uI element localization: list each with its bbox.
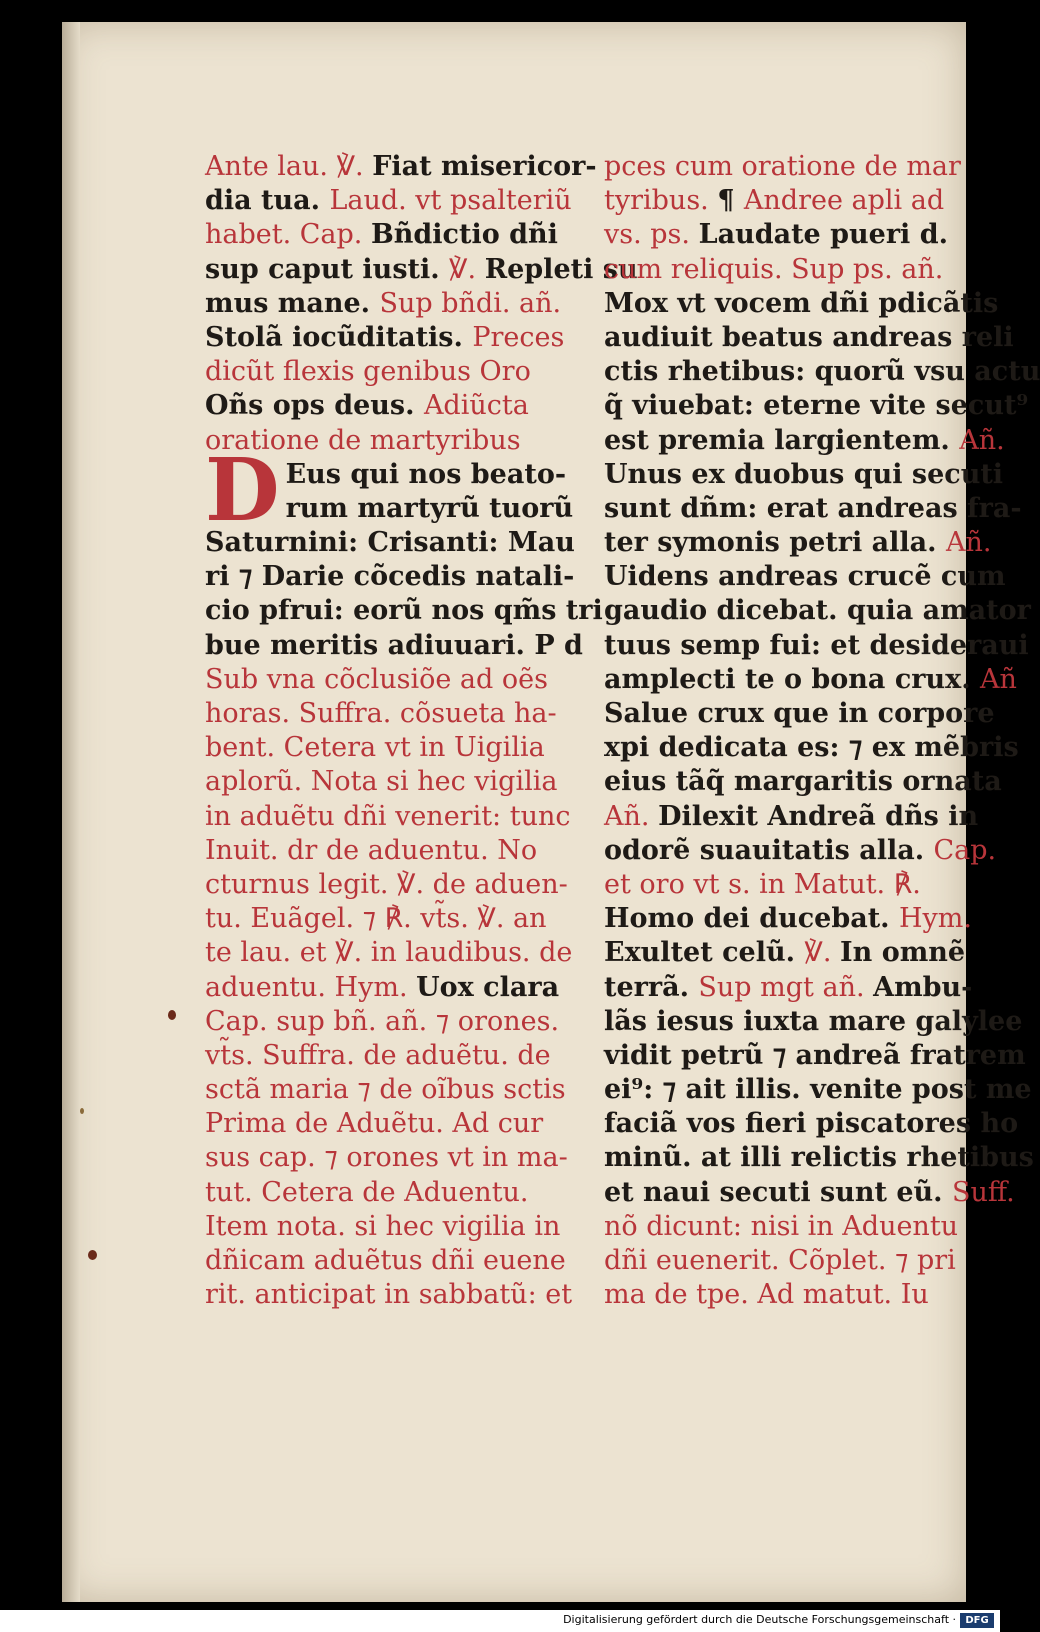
rubric-text: Preces: [472, 321, 565, 353]
rubric-text: Sup mgt añ.: [698, 971, 874, 1003]
text-line: [604, 1107, 1019, 1141]
text-line: [604, 560, 1006, 594]
text-line: [604, 1244, 989, 1278]
text-line: [604, 458, 1004, 492]
text-line: [205, 731, 590, 765]
text-run: Uidens andreas crucẽ cum: [604, 561, 1006, 593]
rubric-text: Cap. sup bñ. añ. ⁊ orones.: [205, 1005, 560, 1037]
rubric-text: te lau. et ℣. in laudibus. de: [205, 937, 573, 969]
text-line: [205, 526, 590, 560]
text-run: Ambu-: [873, 971, 973, 1003]
text-line: [205, 1005, 590, 1039]
text-line: [205, 971, 590, 1005]
rubric-text: Añ.: [604, 800, 659, 832]
rubric-text: horas. Suffra. cõsueta ha-: [205, 698, 557, 729]
text-run: sup caput iusti.: [205, 253, 450, 285]
text-line: [205, 560, 590, 594]
text-line: [604, 184, 989, 218]
rubric-text: nõ dicunt: nisi in Aduentu: [604, 1210, 959, 1242]
rubric-text: cturnus legit. ℣. de aduen-: [205, 868, 568, 900]
rubric-text: tu. Euãgel. ⁊ ℟. vt̃s. ℣. an: [205, 903, 547, 935]
text-line: [205, 663, 590, 697]
rubric-text: Laud. vt psalteriũ: [329, 185, 572, 217]
text-line: [604, 663, 1017, 697]
ink-stain: [88, 1250, 97, 1260]
text-line: [604, 424, 1005, 458]
text-line: [604, 1039, 1026, 1073]
text-run: Saturnini: Crisanti: Mau: [205, 527, 575, 559]
text-line: [205, 1244, 590, 1278]
text-line: [205, 253, 638, 287]
text-line: [604, 389, 1029, 423]
rubric-text: cum reliquis. Sup ps. añ.: [604, 253, 944, 285]
rubric-text: Ante lau. ℣.: [205, 151, 373, 182]
rubric-text: ℣.: [804, 937, 841, 969]
rubric-text: Hym.: [898, 903, 972, 935]
text-line: [604, 765, 1002, 799]
text-run: Oñs ops deus.: [205, 390, 424, 422]
text-run: ri ⁊ Darie cõcedis natali-: [205, 561, 575, 593]
text-run: dia tua.: [205, 185, 330, 217]
text-run: Eus qui nos beato-: [285, 458, 567, 490]
text-line: [604, 834, 997, 868]
rubric-text: tut. Cetera de Aduentu.: [205, 1176, 529, 1208]
dfg-logo: DFG: [960, 1613, 994, 1628]
rubric-text: sus cap. ⁊ orones vt in ma-: [205, 1142, 568, 1174]
text-run: amplecti te o bona crux.: [604, 663, 981, 695]
rubric-text: in aduẽtu dñi venerit: tunc: [205, 800, 571, 832]
rubric-text: ma de tpe. Ad matut. Iu: [604, 1279, 929, 1311]
text-line: [604, 1176, 1015, 1210]
text-line: [604, 971, 989, 1005]
rubric-text: rit. anticipat in sabbatũ: et: [205, 1279, 573, 1311]
text-line: [205, 594, 603, 628]
text-run: In omnẽ: [840, 937, 966, 969]
text-run: tuus semp fui: et desideraui: [604, 629, 1029, 661]
text-line: [205, 1278, 590, 1312]
rubric-text: Prima de Aduẽtu. Ad cur: [205, 1108, 544, 1140]
ink-stain: [80, 1108, 84, 1114]
rubric-text: et oro vt s. in Matut. ℟.: [604, 868, 921, 900]
rubric-text: habet. Cap.: [205, 219, 371, 251]
funding-notice: Digitalisierung gefördert durch die Deutsche Forschungsgemeinschaft ·: [563, 1613, 956, 1626]
rubric-text: Añ.: [945, 527, 992, 559]
text-line: [604, 355, 1040, 389]
text-run: ¶: [717, 185, 744, 217]
rubric-text: Adiũcta: [423, 390, 529, 422]
text-line: [205, 355, 590, 389]
text-run: q̃ viuebat: eterne vite secut⁹: [604, 390, 1029, 422]
rubric-text: tyribus.: [604, 185, 718, 217]
text-run: rum martyrũ tuorũ: [285, 492, 574, 524]
rubric-text: Item nota. si hec vigilia in: [205, 1210, 561, 1242]
text-run: Uox clara: [416, 971, 560, 1003]
text-line: [205, 834, 590, 868]
text-run: Homo dei ducebat.: [604, 903, 899, 935]
text-run: odorẽ suauitatis alla.: [604, 834, 934, 866]
rubric-text: vs. ps.: [604, 219, 699, 251]
text-line: [604, 1278, 989, 1312]
text-line: [205, 1210, 590, 1244]
text-run: Repleti su: [484, 253, 638, 285]
text-line: [205, 902, 590, 936]
rubric-text: Añ.: [959, 424, 1005, 456]
rubric-text: dñicam aduẽtus dñi euene: [205, 1245, 566, 1276]
text-line: [205, 868, 590, 902]
text-run: bue meritis adiuuari.: [205, 629, 535, 661]
ink-stain: [168, 1010, 176, 1020]
text-run: Bñdictio dñi: [370, 219, 558, 251]
text-run: Salue crux que in corpore: [604, 698, 995, 729]
text-line: [604, 697, 995, 731]
text-line: [604, 594, 1031, 628]
text-line: [604, 1210, 989, 1244]
text-run: et naui secuti sunt eũ.: [604, 1176, 952, 1208]
text-line: [604, 1005, 1023, 1039]
text-run: terrã.: [604, 971, 699, 1003]
text-run: xpi dedicata es: ⁊ ex mẽbris: [604, 732, 1019, 764]
rubric-text: Sub vna cõclusiõe ad oẽs: [205, 663, 548, 695]
text-run: faciã vos fieri piscatores ho: [604, 1108, 1019, 1140]
footer-bar: [0, 1610, 1000, 1632]
text-line: [205, 184, 590, 218]
text-line: [205, 765, 590, 799]
text-line: [205, 218, 590, 252]
text-run: Exultet celũ.: [604, 937, 805, 969]
text-line: [604, 321, 1014, 355]
text-line: [205, 321, 590, 355]
text-run: lãs iesus iuxta mare galylee: [604, 1005, 1023, 1037]
text-run: audiuit beatus andreas reli: [604, 321, 1014, 353]
rubric-text: dñi euenerit. Cõplet. ⁊ pri: [604, 1245, 956, 1276]
text-line: [205, 1141, 590, 1175]
rubric-text: ℣.: [449, 253, 485, 285]
decorated-initial: D: [205, 439, 280, 541]
text-run: Mox vt vocem dñi pdicãtis: [604, 287, 999, 319]
text-run: Dilexit Andreã dñs in: [658, 800, 979, 832]
left-text-column: [205, 150, 638, 1312]
text-line: [604, 800, 989, 834]
rubric-text: pces cum oratione de mar: [604, 151, 961, 182]
text-line: [205, 1039, 590, 1073]
text-run: ter symonis petri alla.: [604, 527, 946, 559]
text-line: [604, 629, 1029, 663]
text-line: [205, 800, 590, 834]
text-line: [205, 1176, 590, 1210]
rubric-text: bent. Cetera vt in Uigilia: [205, 732, 545, 764]
text-line: [205, 697, 590, 731]
text-run: ctis rhetibus: quorũ vsu actu: [604, 356, 1040, 388]
text-line: [604, 936, 989, 970]
text-line: [205, 287, 590, 321]
text-line: [205, 1073, 590, 1107]
text-line: [604, 526, 992, 560]
rubric-text: Inuit. dr de aduentu. No: [205, 834, 538, 866]
rubric-text: Andree apli ad: [743, 185, 945, 217]
text-line: [205, 389, 590, 423]
text-run: est premia largientem.: [604, 424, 960, 456]
right-text-column: [604, 150, 1040, 1312]
text-run: mus mane.: [205, 287, 380, 319]
rubric-text: aduentu. Hym.: [205, 971, 417, 1003]
text-run: minũ. at illi relictis rhetibus: [604, 1142, 1034, 1174]
text-run: eius tãq̃ margaritis ornata: [604, 766, 1002, 798]
text-line: [205, 629, 590, 663]
page-gutter: [62, 22, 80, 1602]
text-run: Fiat misericor-: [372, 151, 597, 182]
text-line: [604, 150, 989, 184]
text-run: Stolã iocũditatis.: [205, 321, 473, 353]
text-line: [205, 150, 597, 184]
text-run: gaudio dicebat. quia amator: [604, 595, 1031, 627]
text-line: [205, 936, 590, 970]
rubric-text: Añ: [980, 663, 1017, 695]
text-run: cio pfrui: eorũ nos qm̃s tri: [205, 595, 603, 627]
text-run: Unus ex duobus qui secuti: [604, 458, 1004, 490]
rubric-text: dicũt flexis genibus Oro: [205, 356, 531, 388]
text-run: vidit petrũ ⁊ andreã fratrem: [604, 1039, 1026, 1071]
text-line: [604, 1141, 1034, 1175]
rubric-text: vt̃s. Suffra. de aduẽtu. de: [205, 1039, 551, 1071]
text-line: [604, 731, 1019, 765]
text-run: Laudate pueri d.: [698, 219, 948, 251]
text-line: [205, 1107, 590, 1141]
text-line: [604, 902, 989, 936]
text-line: [205, 424, 590, 458]
text-run: ei⁹: ⁊ ait illis. venite post me: [604, 1074, 1032, 1106]
text-line: [604, 218, 989, 252]
rubric-text: aplorũ. Nota si hec vigilia: [205, 766, 558, 798]
text-line: [604, 868, 989, 902]
rubric-text: sctã maria ⁊ de oĩbus sctis: [205, 1074, 566, 1106]
rubric-text: Cap.: [933, 834, 997, 866]
rubric-text: Suff.: [951, 1176, 1015, 1208]
text-run: P d: [534, 629, 583, 661]
text-line: [604, 492, 1022, 526]
text-run: sunt dñm: erat andreas fra-: [604, 492, 1022, 524]
rubric-text: oratione de martyribus: [205, 424, 521, 456]
text-line: [604, 253, 989, 287]
text-line: [604, 287, 999, 321]
rubric-text: Sup bñdi. añ.: [379, 287, 562, 319]
text-line: [604, 1073, 1032, 1107]
